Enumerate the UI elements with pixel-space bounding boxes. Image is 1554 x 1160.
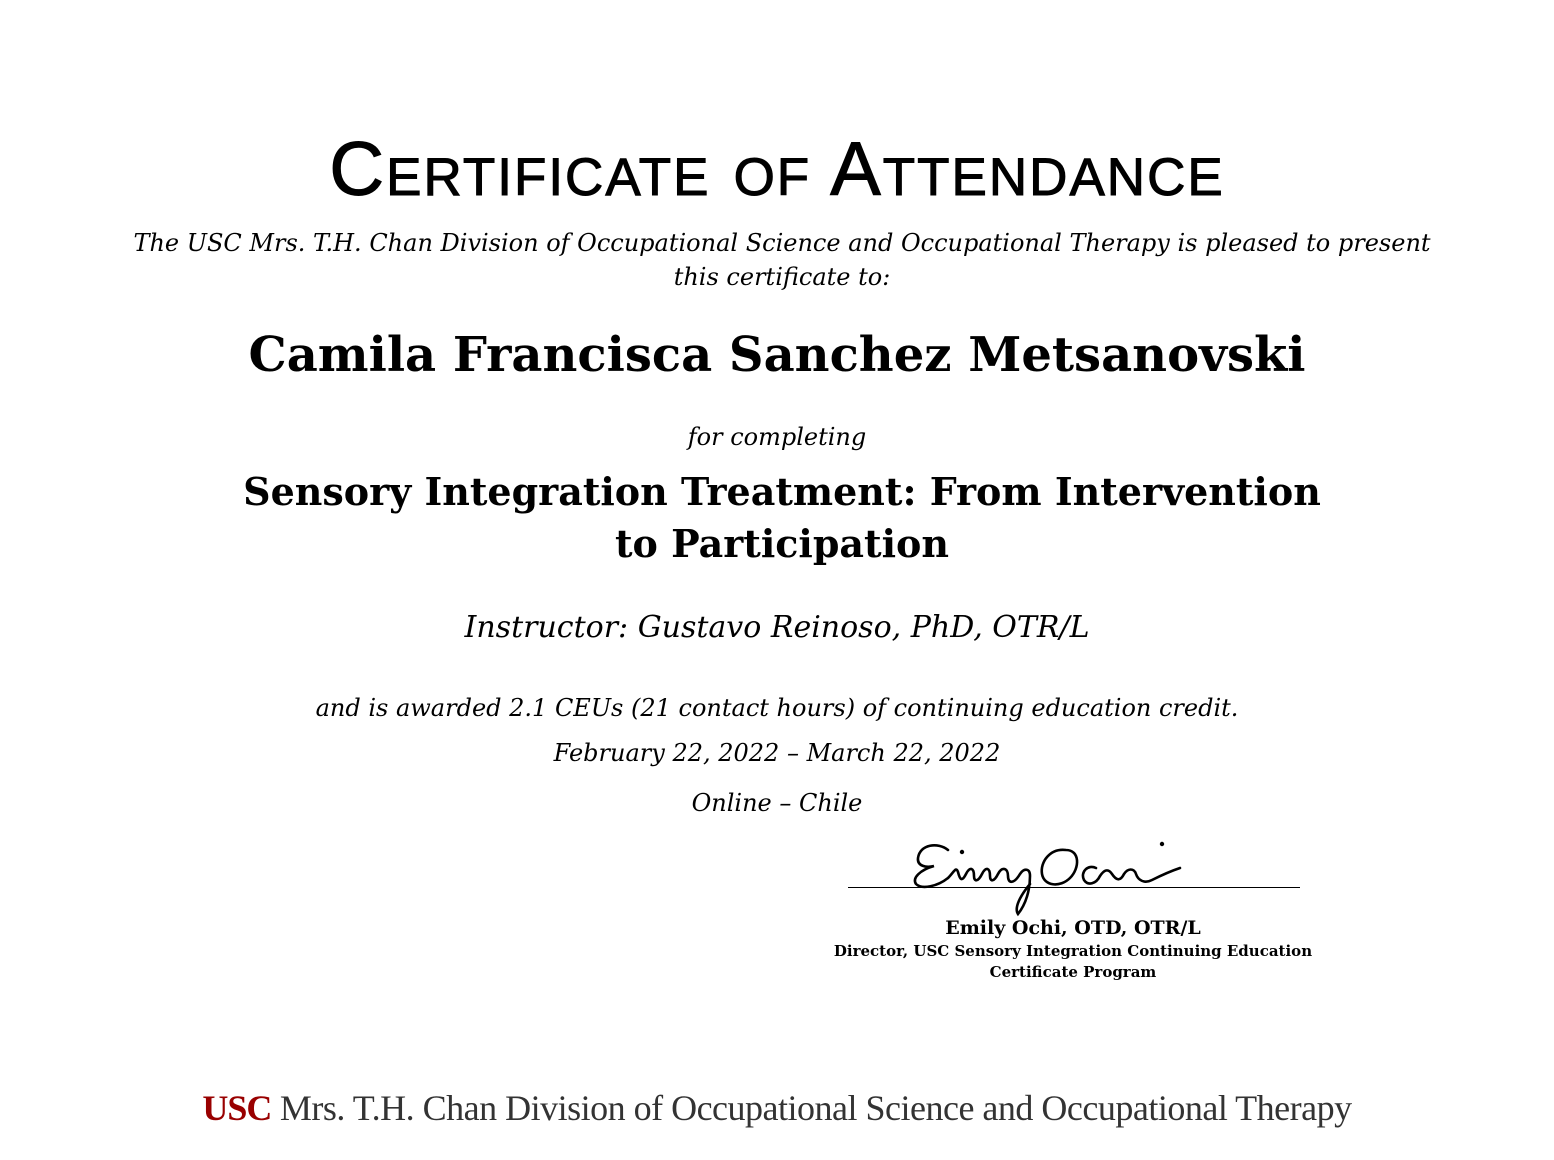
- signer-title: Director, USC Sensory Integration Continuing Education Certificate Program: [833, 942, 1313, 981]
- credit-award-text: and is awarded 2.1 CEUs (21 contact hours) of continuing education credit.: [315, 694, 1239, 722]
- certificate-title: Certificate of Attendance: [329, 127, 1225, 212]
- course-location: Online – Chile: [691, 789, 863, 817]
- presentation-statement: The USC Mrs. T.H. Chan Division of Occupational Science and Occupational Therapy is pleased to present this certificate to:: [133, 229, 1431, 291]
- recipient-name: Camila Francisca Sanchez Metsanovski: [248, 327, 1306, 383]
- handwritten-signature: [890, 828, 1250, 918]
- usc-wordmark: USC: [202, 1088, 272, 1128]
- instructor-line: Instructor: Gustavo Reinoso, PhD, OTR/L: [464, 610, 1090, 645]
- course-dates: February 22, 2022 – March 22, 2022: [553, 739, 1001, 767]
- for-completing-text: for completing: [687, 423, 867, 451]
- course-title: Sensory Integration Treatment: From Intervention to Participation: [243, 469, 1321, 566]
- signature-line: [848, 887, 1300, 888]
- division-name: Mrs. T.H. Chan Division of Occupational Science and Occupational Therapy: [279, 1088, 1352, 1128]
- footer-logo: [0, 1086, 1554, 1130]
- signature-block: [830, 828, 1316, 998]
- signer-name: Emily Ochi, OTD, OTR/L: [945, 917, 1201, 939]
